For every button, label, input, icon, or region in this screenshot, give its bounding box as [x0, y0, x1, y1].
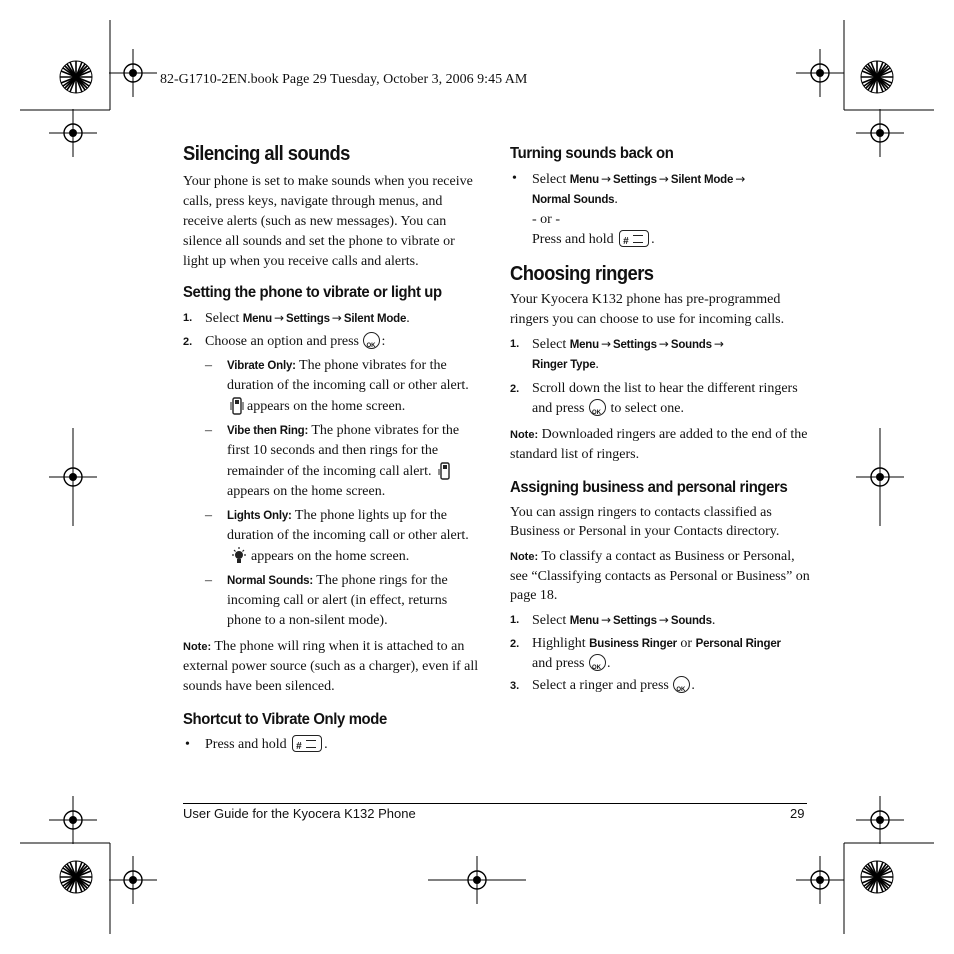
step-text-tail: to select one.: [610, 401, 684, 416]
footer-rule: [183, 803, 807, 804]
option-tail: appears on the home screen.: [227, 484, 386, 499]
section-title-silencing: Silencing all sounds: [183, 143, 350, 165]
step-text: Scroll down the list to hear the different ringers and press: [532, 381, 798, 416]
ok-key-icon: [589, 399, 606, 416]
subheading-turning-back-on: Turning sounds back on: [510, 145, 674, 162]
step-text: Select a ringer and press: [532, 678, 669, 693]
bullet-icon: •: [512, 171, 517, 186]
settings-term: Settings: [613, 339, 657, 351]
step-number: 2.: [183, 336, 193, 348]
vibe-ring-phone-icon: [438, 461, 452, 481]
ok-key-icon: [363, 332, 380, 349]
settings-term: Settings: [613, 615, 657, 627]
arrow-icon: →: [658, 337, 669, 351]
silencing-intro: Your phone is set to make sounds when you receive calls, press keys, navigate through menus, and receive alerts (such as new messages). You can silence all sounds and set the phone to vibrate or light up when you receive calls and alerts.: [183, 174, 473, 269]
option-tail: appears on the home screen.: [247, 399, 406, 414]
footer-guide-title: User Guide for the Kyocera K132 Phone: [183, 806, 416, 821]
settings-term: Settings: [613, 174, 657, 186]
page-number: 29: [790, 806, 805, 821]
punct: .: [595, 357, 599, 372]
turn-on-bullet: [510, 169, 810, 250]
note-label: Note:: [510, 429, 539, 441]
step-text: Highlight: [532, 636, 590, 651]
arrow-icon: →: [658, 613, 669, 627]
step-number: 2.: [510, 383, 520, 395]
silent-mode-term: Silent Mode: [670, 174, 734, 186]
bullet-icon: •: [185, 737, 190, 752]
option-vibe-then-ring: [183, 421, 483, 502]
option-label: Vibrate Only:: [227, 360, 296, 372]
step-number: 1.: [510, 614, 520, 626]
arrow-icon: →: [331, 311, 342, 325]
personal-ringer-term: Personal Ringer: [695, 638, 781, 650]
or-text: - or -: [532, 212, 560, 227]
punct: :: [381, 334, 386, 349]
ringer-step-2: [510, 379, 810, 419]
step-number: 1.: [510, 338, 520, 350]
assign-step-1: [510, 610, 810, 631]
menu-term: Menu: [242, 313, 272, 325]
step-text: Select: [532, 613, 570, 628]
ringers-intro: Your Kyocera K132 phone has pre-programmed ringers you can choose to use for incoming calls.: [510, 292, 785, 327]
step-text: or: [676, 636, 696, 651]
arrow-icon: →: [273, 311, 285, 325]
step-text: Select: [532, 337, 570, 352]
note-label: Note:: [510, 551, 539, 563]
dash-icon: –: [205, 423, 212, 438]
subheading-vibrate-light: Setting the phone to vibrate or light up: [183, 284, 442, 301]
step-text: and press: [532, 656, 585, 671]
subheading-shortcut: Shortcut to Vibrate Only mode: [183, 711, 387, 728]
note-charger: [183, 637, 483, 697]
note-text: To classify a contact as Business or Personal, see “Classifying contacts as Personal or Business” on page 18.: [510, 549, 810, 603]
note-text: The phone will ring when it is attached to an external power source (such as a charger), even if all sounds have been silenced.: [183, 639, 479, 694]
business-ringer-term: Business Ringer: [589, 638, 677, 650]
sounds-term: Sounds: [670, 615, 712, 627]
vibrate-phone-icon: [230, 396, 244, 416]
ok-key-icon: [589, 654, 606, 671]
step-2: [183, 332, 483, 352]
option-vibrate-only: [183, 356, 483, 417]
option-normal-sounds: [183, 571, 483, 631]
arrow-icon: →: [600, 613, 612, 627]
dash-icon: –: [205, 508, 212, 523]
note-label: Note:: [183, 641, 212, 653]
punct: .: [324, 737, 328, 752]
step-text: Select: [205, 311, 243, 326]
punct: .: [406, 311, 410, 326]
right-column: [510, 143, 810, 696]
settings-term: Settings: [286, 313, 330, 325]
note-downloaded-ringers: [510, 425, 810, 465]
left-column: [183, 142, 483, 755]
bullet-text: Press and hold: [205, 737, 287, 752]
menu-term: Menu: [569, 339, 599, 351]
subheading-assigning: Assigning business and personal ringers: [510, 479, 788, 496]
punct: .: [607, 656, 611, 671]
option-text: The phone rings for the incoming call or alert (in effect, returns phone to a non-silent mode).: [227, 573, 448, 628]
arrow-icon: →: [600, 172, 612, 186]
option-text: The phone vibrates for the duration of the incoming call or other alert.: [227, 358, 469, 393]
assign-step-3: [510, 676, 810, 696]
pound-key-icon: [619, 230, 649, 247]
ok-key-icon: [673, 676, 690, 693]
step-number: 2.: [510, 638, 520, 650]
bullet-text: Select: [532, 172, 570, 187]
option-text: The phone lights up for the duration of the incoming call or other alert.: [227, 508, 469, 543]
step-number: 1.: [183, 312, 193, 324]
light-bulb-icon: [230, 546, 248, 566]
option-tail: appears on the home screen.: [251, 549, 410, 564]
ringer-step-1: [510, 334, 810, 375]
sounds-term: Sounds: [670, 339, 712, 351]
option-text: The phone vibrates for the first 10 seconds and then rings for the remainder of the incoming call alert.: [227, 423, 460, 479]
step-text: Choose an option and press: [205, 334, 359, 349]
option-label: Lights Only:: [227, 510, 292, 522]
note-text: Downloaded ringers are added to the end of the standard list of ringers.: [510, 427, 808, 462]
punct: .: [691, 678, 695, 693]
press-hold-text: Press and hold: [532, 232, 614, 247]
punct: .: [651, 232, 655, 247]
dash-icon: –: [205, 573, 212, 588]
silent-mode-term: Silent Mode: [343, 313, 407, 325]
step-number: 3.: [510, 680, 520, 692]
menu-term: Menu: [569, 615, 599, 627]
punct: .: [711, 613, 716, 628]
printer-slug: 82-G1710-2EN.book Page 29 Tuesday, October 3, 2006 9:45 AM: [160, 72, 528, 87]
punct: .: [614, 192, 618, 207]
dash-icon: –: [205, 358, 212, 373]
arrow-icon: →: [658, 172, 669, 186]
menu-term: Menu: [569, 174, 599, 186]
normal-sounds-term: Normal Sounds: [532, 194, 615, 206]
assign-step-2: [510, 634, 810, 674]
option-label: Normal Sounds:: [227, 575, 314, 587]
option-label: Vibe then Ring:: [227, 425, 309, 437]
arrow-icon: →: [600, 337, 612, 351]
pound-key-icon: [292, 735, 322, 752]
shortcut-bullet: [183, 735, 483, 755]
option-lights-only: [183, 506, 483, 567]
assign-intro: You can assign ringers to contacts classified as Business or Personal in your Contacts directory.: [510, 505, 780, 539]
arrow-icon: →: [713, 337, 724, 351]
ringer-type-term: Ringer Type: [532, 359, 596, 371]
step-1: [183, 308, 483, 329]
section-title-ringers: Choosing ringers: [510, 263, 654, 285]
note-classify: [510, 547, 810, 605]
arrow-icon: →: [735, 172, 746, 186]
